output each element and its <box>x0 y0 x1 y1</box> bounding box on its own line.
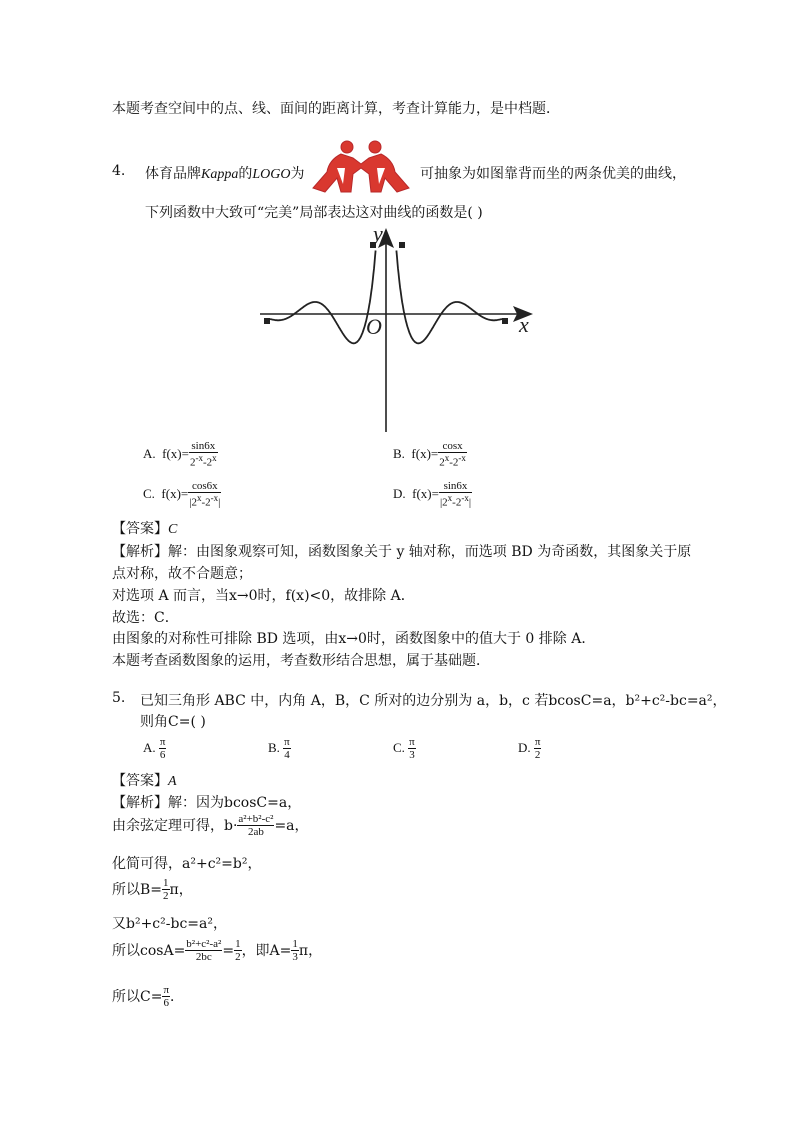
q4-option-c[interactable]: C. f(x)= $\frac{\cos 6x}{|2^x-2^{-x}|}$ <box>143 480 221 509</box>
x-axis-label: x <box>519 312 529 337</box>
q4-stem-line1: 体育品牌Kappa的LOGO为 <box>145 166 305 182</box>
y-axis-label: y <box>373 222 383 246</box>
q4-stem-line1-tail: 可抽象为如图靠背而坐的两条优美的曲线， <box>420 166 686 182</box>
q4-analysis-line3: 对选项 A 而言，当x→0时，f(x)<0，故排除 A． <box>112 588 415 604</box>
endpoint-top-right <box>399 242 405 248</box>
q5-step6: 所以C= $\frac{\pi}{6}$ ． <box>112 984 185 1009</box>
q5-analysis-line1: 【解析】解：因为bcosC=a， <box>112 795 302 811</box>
q5-step5: 所以cosA= $\frac{\text{b²+c²-a²}}{2bc}$ = $\frac{1}{2}$ ，即A= $\frac{1}{3}$ π， <box>112 938 323 963</box>
q5-number: 5. <box>112 690 126 706</box>
origin-label: O <box>366 314 382 339</box>
q4-analysis-line6: 本题考查函数图象的运用，考查数形结合思想，属于基础题． <box>112 653 490 669</box>
q5-step3: 所以B= $\frac{1}{2}$ π， <box>112 877 193 902</box>
q4-option-b[interactable]: B. f(x)= $\frac{\cos x}{2^x-2^{-x}}$ <box>393 440 466 469</box>
curve-left <box>270 251 376 344</box>
q5-step2: 化简可得，a²+c²=b²， <box>112 856 262 872</box>
q5-option-a[interactable]: A. $\frac{\pi}{6}$ <box>143 736 166 761</box>
q4-option-a[interactable]: A. f(x)= $\frac{\sin 6x}{2^{-x}-2^x}$ <box>143 440 217 469</box>
q4-number: 4. <box>112 163 126 179</box>
q5-answer: 【答案】A <box>112 773 177 789</box>
q5-step1: 由余弦定理可得，b· $\frac{\text{a²+b²-c²}}{2ab}$ =a， <box>112 813 309 838</box>
q4-answer: 【答案】C <box>112 521 178 537</box>
endpoint-left <box>264 318 270 324</box>
endpoint-right <box>502 318 508 324</box>
q5-step4: 又b²+c²-bc=a²， <box>112 916 227 932</box>
curve-right <box>396 251 502 344</box>
kappa-logo-icon <box>307 138 415 196</box>
q4-analysis-line4: 故选：C． <box>112 610 179 626</box>
q4-analysis-line1: 【解析】解：由图象观察可知，函数图象关于 y 轴对称，而选项 BD 为奇函数，其图象关于原 <box>112 544 692 560</box>
q5-stem-line1: 已知三角形 ABC 中，内角 A，B，C 所对的边分别为 a，b，c 若bcosC=a，b²+c²-bc=a²， <box>140 693 727 709</box>
q4-analysis-line5: 由图象的对称性可排除 BD 选项，由x→0时，函数图象中的值大于 0 排除 A． <box>112 631 596 647</box>
function-graph <box>255 222 540 437</box>
intro-line: 本题考查空间中的点、线、面间的距离计算，考查计算能力，是中档题． <box>112 101 560 117</box>
q4-option-d[interactable]: D. f(x)= $\frac{\sin 6x}{|2^x-2^{-x}|}$ <box>393 480 472 509</box>
q5-option-d[interactable]: D. $\frac{\pi}{2}$ <box>518 736 541 761</box>
q5-option-b[interactable]: B. $\frac{\pi}{4}$ <box>268 736 290 761</box>
q5-option-c[interactable]: C. $\frac{\pi}{3}$ <box>393 736 415 761</box>
q5-stem-line2: 则角C=( ) <box>140 714 206 730</box>
q4-analysis-line2: 点对称，故不合题意； <box>112 566 252 582</box>
q4-stem-line2: 下列函数中大致可“完美”局部表达这对曲线的函数是( ) <box>145 205 483 221</box>
